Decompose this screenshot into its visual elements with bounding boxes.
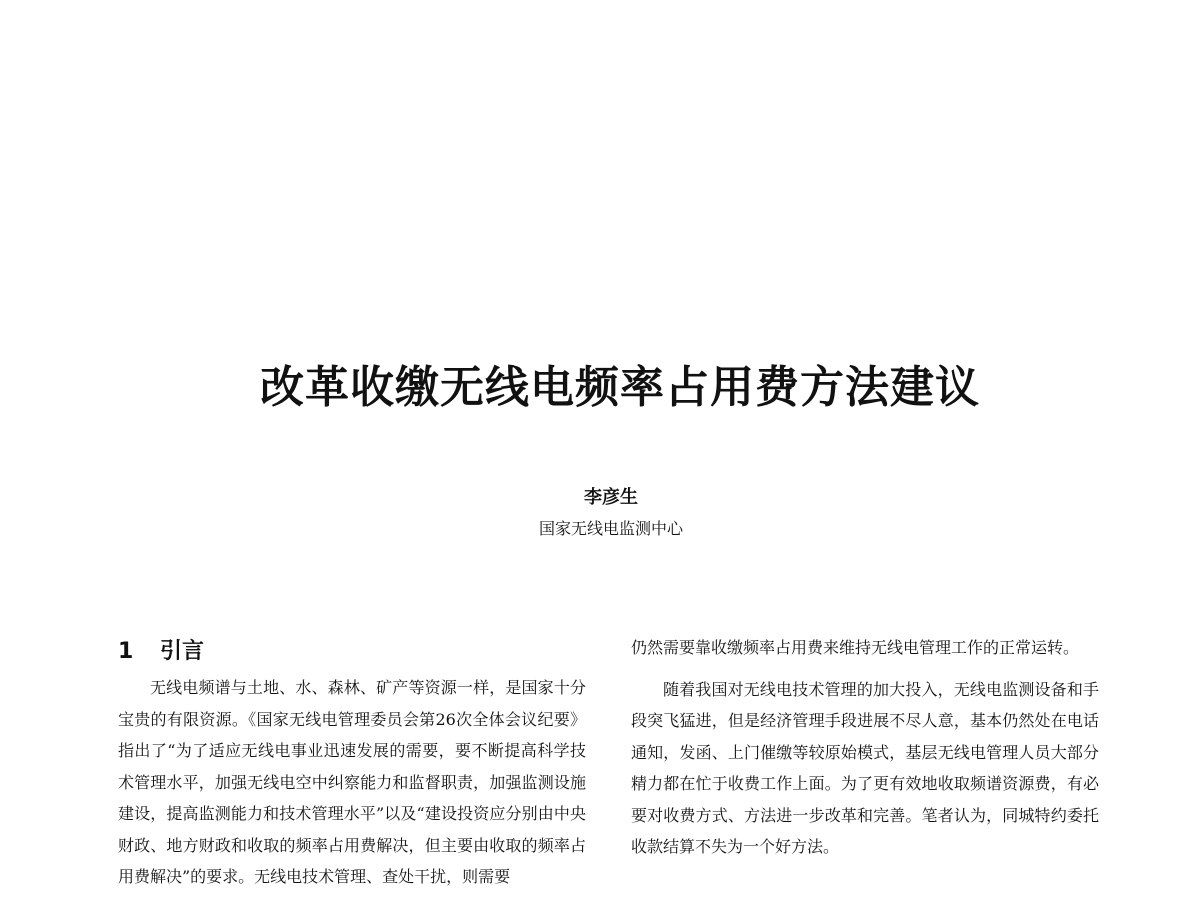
- author-affiliation: 国家无线电监测中心: [538, 519, 683, 538]
- left-column: [118, 636, 586, 893]
- paper-title: 改革收缴无线电频率占用费方法建议: [260, 362, 980, 413]
- section-title: 引言: [160, 639, 205, 664]
- body-paragraph: 无线电频谱与土地、水、森林、矿产等资源一样，是国家十分宝贵的有限资源。《国家无线电管理委员会第26次全体会议纪要》指出了“为了适应无线电事业迅速发展的需要，要不断提高科学技术管理水平，加强无线电空中纠察能力和监督职责，加强监测设施建设，提高监测能力和技术管理水平”以及“建设投资应分别由中央财政、地方财政和收取的频率占用费解决，但主要由收取的频率占用费解决”的要求。无线电技术管理、查处干扰，则需要: [118, 678, 586, 886]
- right-column: [631, 632, 1099, 863]
- body-paragraph: 随着我国对无线电技术管理的加大投入，无线电监测设备和手段突飞猛进，但是经济管理手段进展不尽人意，基本仍然处在电话通知，发函、上门催缴等较原始模式，基层无线电管理人员大部分精力都在忙于收费工作上面。为了更有效地收取频谱资源费，有必要对收费方式、方法进一步改革和完善。笔者认为，同城特约委托收款结算不失为一个好方法。: [631, 679, 1099, 856]
- author-name: 李彦生: [584, 487, 638, 508]
- section-number: 1: [118, 639, 134, 664]
- section-heading: [118, 636, 586, 668]
- body-paragraph: 仍然需要靠收缴频率占用费来维持无线电管理工作的正常运转。: [631, 638, 1080, 657]
